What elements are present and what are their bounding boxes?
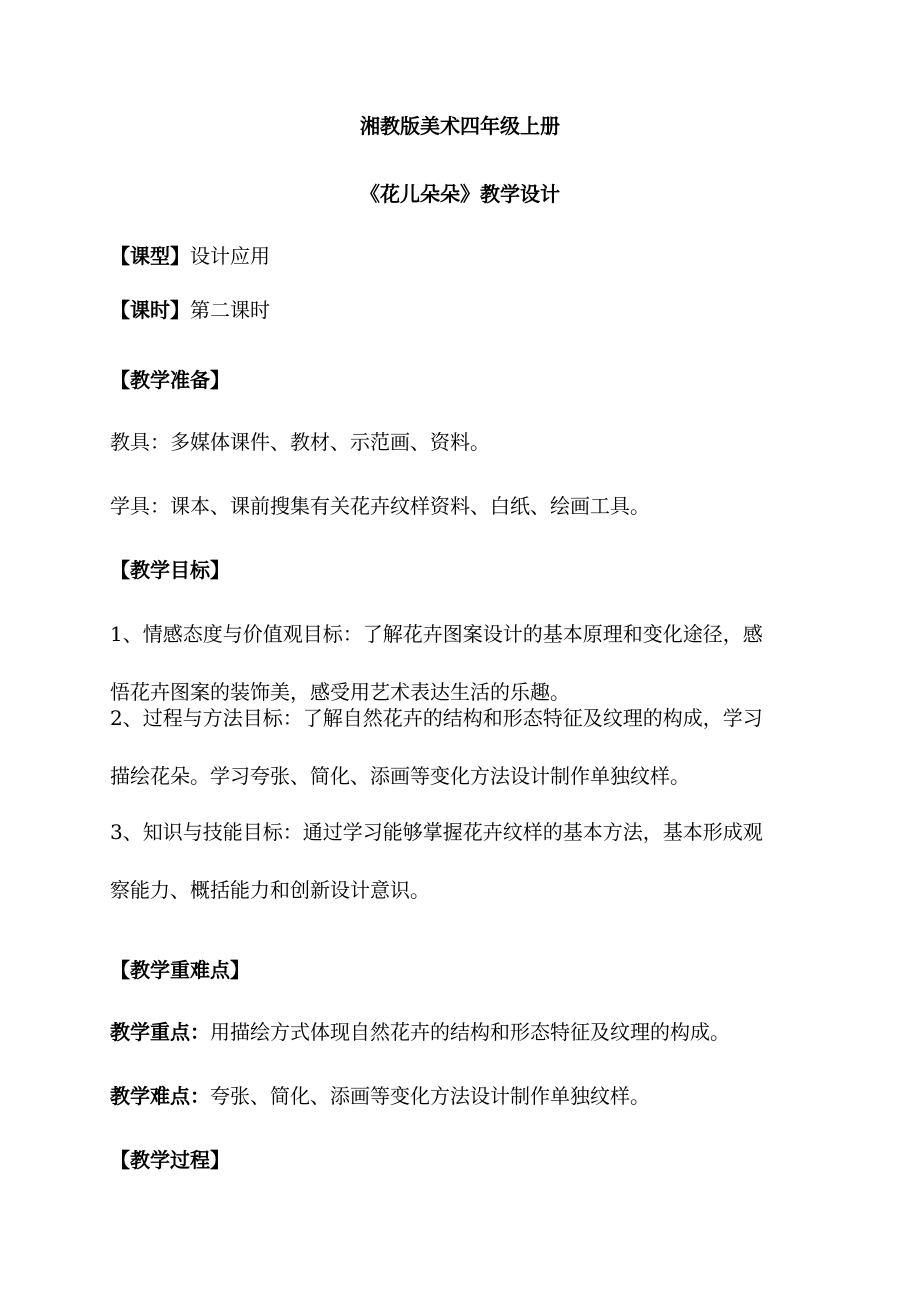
lesson-type-row bbox=[110, 242, 810, 270]
objective-item-2 bbox=[110, 704, 812, 790]
student-tools: 学具：课本、课前搜集有关花卉纹样资料、白纸、绘画工具。 bbox=[110, 494, 650, 518]
objective-item-3-line1: 3、知识与技能目标：通过学习能够掌握花卉纹样的基本方法，基本形成观 bbox=[110, 820, 763, 844]
objective-item-1-line1: 1、情感态度与价值观目标：了解花卉图案设计的基本原理和变化途径，感 bbox=[110, 622, 763, 646]
lesson-period-row bbox=[110, 296, 810, 324]
objective-item-3-line2: 察能力、概括能力和创新设计意识。 bbox=[110, 878, 430, 902]
difficulty-row bbox=[110, 1082, 810, 1110]
objective-item-2-line2: 描绘花朵。学习夸张、简化、添画等变化方法设计制作单独纹样。 bbox=[110, 764, 690, 788]
teacher-tools: 教具：多媒体课件、教材、示范画、资料。 bbox=[110, 430, 490, 454]
focus-text: 用描绘方式体现自然花卉的结构和形态特征及纹理的构成。 bbox=[210, 1020, 730, 1044]
objective-item-3 bbox=[110, 818, 812, 904]
lesson-type-value: 设计应用 bbox=[190, 244, 270, 268]
lesson-period-label: 【课时】 bbox=[110, 298, 190, 322]
objective-item-1-line2: 悟花卉图案的装饰美，感受用艺术表达生活的乐趣。 bbox=[110, 680, 570, 704]
focus-label: 教学重点： bbox=[110, 1020, 210, 1044]
objective-item-1 bbox=[110, 620, 812, 706]
objectives-heading: 【教学目标】 bbox=[110, 558, 230, 582]
process-heading: 【教学过程】 bbox=[110, 1148, 230, 1172]
objective-item-2-line1: 2、过程与方法目标：了解自然花卉的结构和形态特征及纹理的构成，学习 bbox=[110, 706, 763, 730]
lesson-period-value: 第二课时 bbox=[190, 298, 270, 322]
document-title-line1: 湘教版美术四年级上册 bbox=[360, 114, 560, 138]
key-points-heading: 【教学重难点】 bbox=[110, 958, 250, 982]
difficulty-text: 夸张、简化、添画等变化方法设计制作单独纹样。 bbox=[210, 1084, 650, 1108]
document-title-line2: 《花儿朵朵》教学设计 bbox=[360, 182, 560, 206]
difficulty-label: 教学难点： bbox=[110, 1084, 210, 1108]
lesson-type-label: 【课型】 bbox=[110, 244, 190, 268]
preparation-heading: 【教学准备】 bbox=[110, 368, 230, 392]
focus-row bbox=[110, 1018, 810, 1046]
